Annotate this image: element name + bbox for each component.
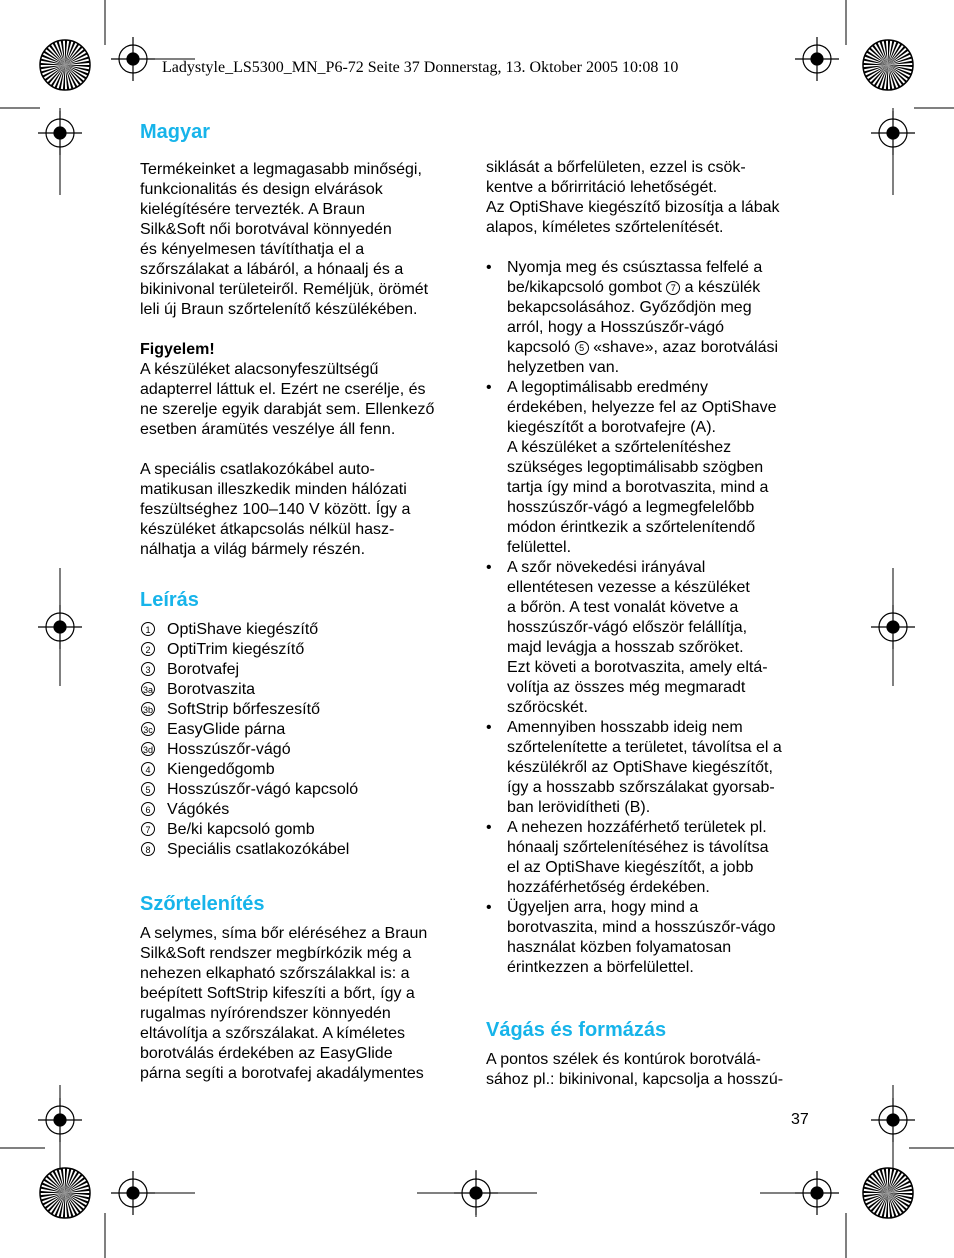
intro-paragraph: Termékeinket a legmagasabb minőségi, funkcionalitás és design elvárások kielégítésére tervezték. A Braun Silk&Soft női borotvával könnyedén és kényelmesen távítíthatja el a szőrszálakat a lábáról, a hónaalj és a bikinivonal területeiről. Reméljük, örömét leli új Braun szőrtelenítő készülékében. <box>140 161 429 318</box>
part-label: Borotvafej <box>167 661 240 678</box>
cable-paragraph: A speciális csatlakozókábel auto- matikusan illeszkedik minden hálózati feszültséghez 100–140 V között. Így a készüléket átkapcsolás nélkül hasz- nálhatja a világ bármely részén. <box>140 461 411 558</box>
circled-number: 1 <box>141 622 155 636</box>
list-item: • Nyomja meg és csúsztassa felfelé a be/kikapcsoló gombot 7 a készülék bekapcsolásához. Győződjön meg arról, hogy a Hosszúszőr-vágó kapcsoló 5 «shave», azaz borotválási helyzetben van. <box>486 259 779 376</box>
bullet-icon: • <box>486 559 492 576</box>
list-item <box>140 660 470 680</box>
part-label: Hosszúszőr-vágó kapcsoló <box>167 781 359 798</box>
list-item <box>140 820 470 840</box>
part-label: EasyGlide párna <box>167 721 286 738</box>
circled-number: 4 <box>141 762 155 776</box>
list-item: • A nehezen hozzáférhető területek pl. hónaalj szőrtelenítéséhez is távolítsa el az OptiShave kiegészítőt, a jobb hozzáférhetőség érdekében. <box>486 819 769 896</box>
list-item: • Amennyiben hosszabb ideig nem szőrtelenítette a területet, távolítsa el a készülékről az OptiShave kiegészítőt, így a hosszabb szőrszálakat gyorsab- ban lerövidítheti (B). <box>486 719 782 816</box>
part-label: OptiTrim kiegészítő <box>167 641 305 658</box>
bullet-icon: • <box>486 899 492 916</box>
right-column <box>486 158 816 1090</box>
list-item <box>140 640 470 660</box>
registration-mark-icon <box>871 605 915 649</box>
bullet-icon: • <box>486 719 492 736</box>
registration-mark-icon <box>38 111 82 155</box>
list-item <box>140 740 470 760</box>
circled-number: 3a <box>141 682 155 696</box>
bullet-icon: • <box>486 819 492 836</box>
registration-mark-icon <box>795 37 839 81</box>
part-label: Speciális csatlakozókábel <box>167 841 350 858</box>
section-title-szortelenites: Szőrtelenítés <box>140 893 265 915</box>
instruction-list <box>486 258 816 978</box>
circled-number: 7 <box>666 281 680 295</box>
list-item <box>140 680 470 700</box>
circled-number: 3c <box>141 722 155 736</box>
list-item <box>140 700 470 720</box>
section-title-magyar: Magyar <box>140 121 211 143</box>
warning-paragraph: Figyelem! A készüléket alacsonyfeszültségű adapterrel láttuk el. Ezért ne cserélje, és ne szerelje egyik darabját sem. Ellenkező esetben áramütés veszélye áll fenn. <box>140 340 470 440</box>
circled-number: 3 <box>141 662 155 676</box>
registration-mark-icon <box>38 1098 82 1142</box>
circled-number: 8 <box>141 842 155 856</box>
list-item <box>140 720 470 740</box>
bullet-icon: • <box>486 379 492 396</box>
section-title-vagas: Vágás és formázás <box>486 1019 667 1041</box>
left-column <box>140 118 470 1084</box>
bullet-icon: • <box>486 259 492 276</box>
star-target-icon <box>863 1168 913 1218</box>
list-item <box>140 620 470 640</box>
list-item <box>140 760 470 780</box>
registration-mark-icon <box>454 1171 498 1215</box>
list-item <box>140 840 470 860</box>
star-target-icon <box>863 40 913 90</box>
circled-number: 6 <box>141 802 155 816</box>
circled-number: 3d <box>141 742 155 756</box>
list-item: • A legoptimálisabb eredmény érdekében, helyezze fel az OptiShave kiegészítőt a borotvafejre (A). A készüléket a szőrtelenítéshez szükséges legoptimálisabb szögben tartja így mind a borotvaszita, mind a hosszúszőr-vágó a legmegfelelőbb módon érintkezik a szőrtelenítendő felülettel. <box>486 379 777 556</box>
part-label: Be/ki kapcsoló gomb <box>167 821 315 838</box>
parts-list <box>140 620 470 860</box>
registration-mark-icon <box>871 111 915 155</box>
circled-number: 7 <box>141 822 155 836</box>
print-header: Ladystyle_LS5300_MN_P6-72 Seite 37 Donnerstag, 13. Oktober 2005 10:08 10 <box>162 59 679 76</box>
list-item <box>140 780 470 800</box>
circled-number: 5 <box>141 782 155 796</box>
part-label: Borotvaszita <box>167 681 256 698</box>
part-label: OptiShave kiegészítő <box>167 621 319 638</box>
circled-number: 5 <box>575 341 589 355</box>
registration-mark-icon <box>795 1171 839 1215</box>
list-item: • Ügyeljen arra, hogy mind a borotvaszita, mind a hosszúszőr-vágo használat közben folyamatosan érintkezzen a börfelülettel. <box>486 899 776 976</box>
section-title-leiras: Leírás <box>140 589 199 611</box>
registration-mark-icon <box>111 37 155 81</box>
vagas-paragraph: A pontos szélek és kontúrok borotválá- sához pl.: bikinivonal, kapcsolja a hosszú- <box>486 1051 784 1088</box>
part-label: Kiengedőgomb <box>167 761 275 778</box>
warning-title: Figyelem! <box>140 341 215 358</box>
list-item <box>140 800 470 820</box>
star-target-icon <box>40 1168 90 1218</box>
star-target-icon <box>40 40 90 90</box>
continuation-paragraph: siklását a bőrfelületen, ezzel is csök- kentve a bőrirritáció lehetőségét. Az OptiShave kiegészítő bizosítja a lábak alapos, kíméletes szőrtelenítését. <box>486 159 780 236</box>
part-label: SoftStrip bőrfeszesítő <box>167 701 320 718</box>
part-label: Hosszúszőr-vágó <box>167 741 291 758</box>
page-number: 37 <box>791 1111 809 1128</box>
circled-number: 2 <box>141 642 155 656</box>
registration-mark-icon <box>38 605 82 649</box>
circled-number: 3b <box>141 702 155 716</box>
registration-mark-icon <box>871 1098 915 1142</box>
part-label: Vágókés <box>167 801 230 818</box>
szortelenites-paragraph: A selymes, síma bőr eléréséhez a Braun Silk&Soft rendszer megbírkózik még a nehezen elkapható szőrszálakkal is: a beépített SoftStrip kifeszíti a bőrt, így a rugalmas nyírórendszer könnyedén eltávolítja a szőrszálakat. A kíméletes borotválás érdekében az EasyGlide párna segíti a borotvafej akadálymentes <box>140 925 428 1082</box>
list-item: • A szőr növekedési irányával ellentétesen vezesse a készüléket a bőrön. A test vonalát követve a hosszúszőr-vágó először felállítja, majd levágja a hosszab szőröket. Ezt követi a borotvaszita, amely eltá- volítja az összes még megmaradt szőröcskét. <box>486 559 768 716</box>
registration-mark-icon <box>111 1171 155 1215</box>
